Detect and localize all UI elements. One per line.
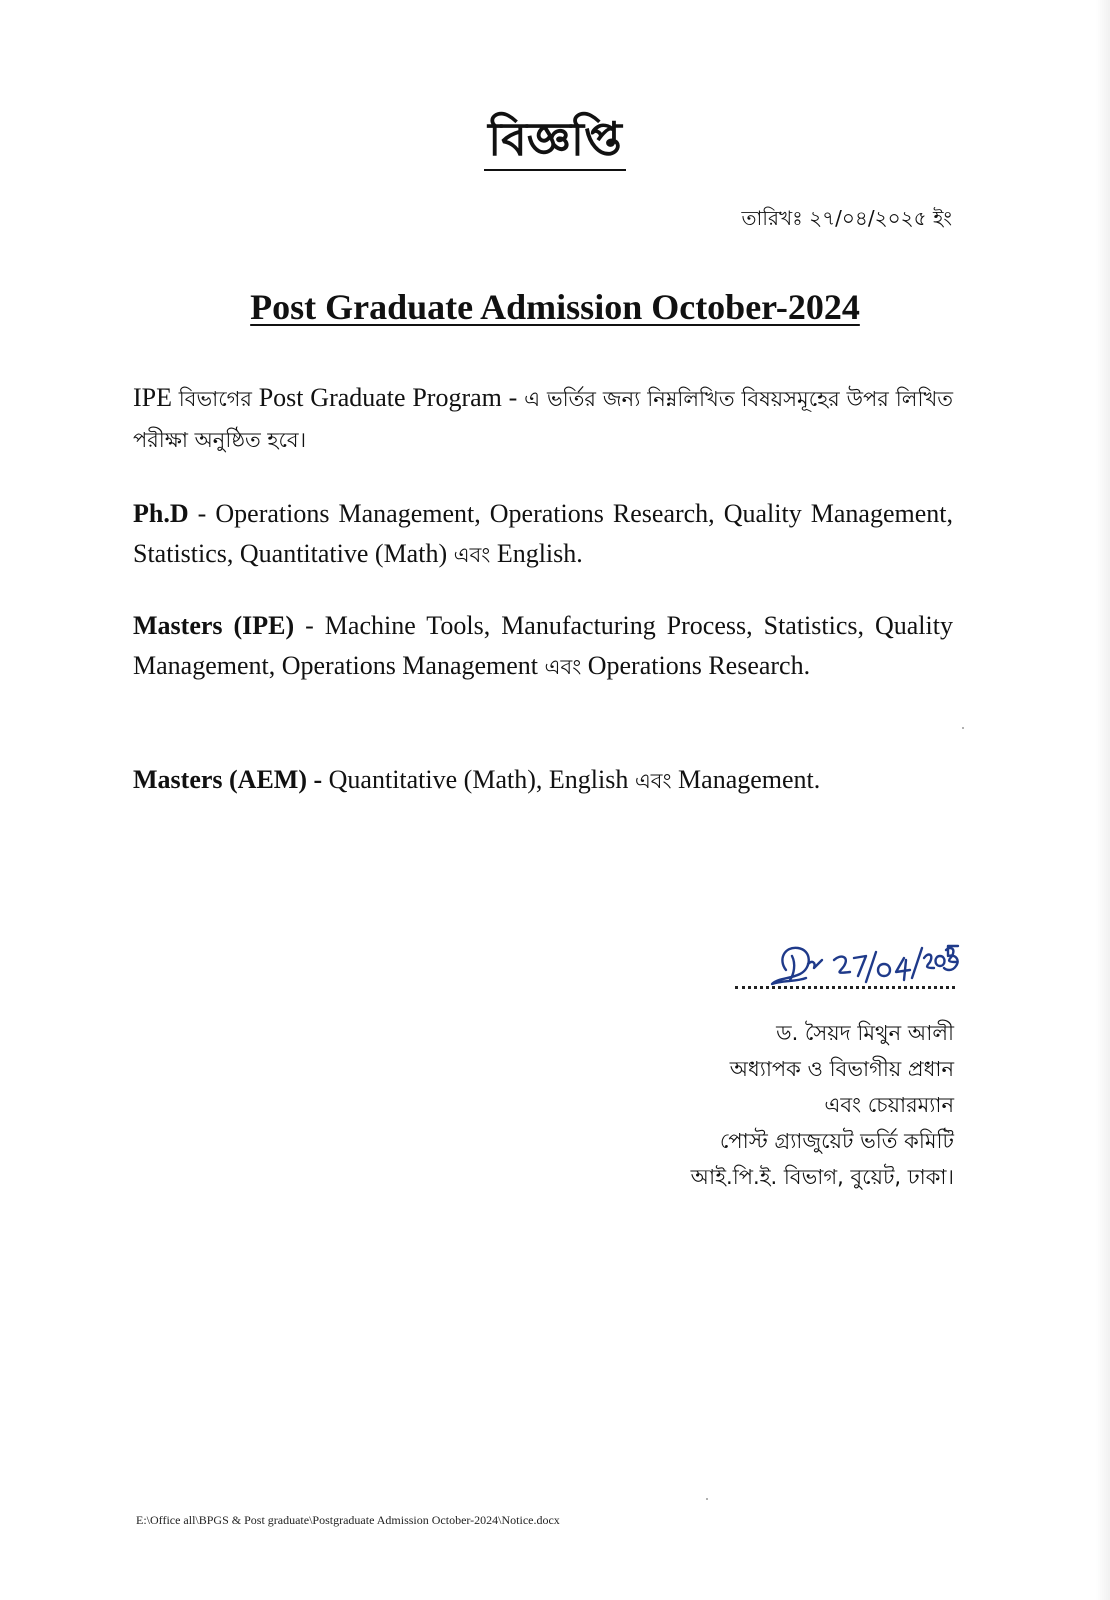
phd-subjects-a: - Operations Management, Operations Research, Quality Management, Statistics, Quantitative (Math)	[133, 499, 953, 568]
signatory-block	[691, 1015, 954, 1195]
masters-ipe-and: এবং	[544, 655, 582, 679]
date-digit-4	[896, 958, 910, 980]
intro-text-3: Post Graduate Program -	[251, 383, 525, 412]
signatory-designation-1: অধ্যাপক ও বিভাগীয় প্রধান	[729, 1057, 954, 1081]
masters-ipe-subjects-a: - Machine Tools, Manufacturing Process, Statistics, Quality Management, Operations Management	[133, 611, 953, 680]
intro-text-1: IPE	[133, 383, 179, 412]
date-slash-1	[866, 952, 876, 982]
document-title: Post Graduate Admission October-2024	[250, 287, 860, 327]
handwritten-signature	[720, 934, 960, 1004]
date-digit-7	[854, 956, 866, 976]
phd-and: এবং	[453, 543, 491, 567]
footer-file-path: E:\Office all\BPGS & Post graduate\Postgraduate Admission October-2024\Notice.docx	[136, 1513, 560, 1527]
date-digit-0b	[936, 956, 945, 966]
masters-aem-and: এবং	[634, 769, 672, 793]
date-slash-2	[912, 948, 922, 978]
intro-paragraph	[133, 378, 953, 460]
scan-speck	[706, 1498, 708, 1500]
masters-aem-subjects-b: Management.	[671, 765, 821, 794]
notice-date: তারিখঃ ২৭/০৪/২০২৫ ইং	[741, 206, 952, 230]
signatory-name: ড. সৈয়দ মিথুন আলী	[776, 1021, 954, 1045]
phd-subjects-paragraph	[133, 494, 953, 575]
date-digit-0	[878, 964, 890, 976]
date-digit-2	[834, 957, 850, 973]
intro-text-4: এ ভর্তির জন্য নিম্নলিখিত বিষয়সমূহের উপর লিখিত পরীক্ষা অনুষ্ঠিত হবে।	[133, 387, 953, 452]
masters-aem-subjects-a: Quantitative (Math), English	[322, 765, 635, 794]
signatory-designation-2: এবং চেয়ারম্যান	[824, 1093, 954, 1117]
masters-aem-subjects-paragraph	[133, 760, 953, 801]
notice-heading	[0, 112, 1110, 171]
signatory-committee: পোস্ট গ্র্যাজুয়েট ভর্তি কমিটি	[719, 1129, 954, 1153]
masters-ipe-subjects-b: Operations Research.	[581, 651, 811, 680]
signature-dotted-line	[735, 986, 955, 989]
masters-aem-label: Masters (AEM) -	[133, 765, 323, 794]
notice-heading-text: বিজ্ঞপ্তি	[484, 112, 626, 171]
phd-subjects-b: English.	[490, 539, 583, 568]
masters-ipe-subjects-paragraph	[133, 606, 953, 687]
masters-ipe-label: Masters (IPE)	[133, 611, 295, 640]
intro-text-2: বিভাগের	[178, 387, 252, 411]
signatory-office: আই.পি.ই. বিভাগ, বুয়েট, ঢাকা।	[690, 1165, 954, 1189]
signature-drawing	[720, 934, 960, 1004]
scan-speck	[962, 727, 964, 729]
phd-label: Ph.D	[133, 499, 189, 528]
date-digit-2b	[924, 955, 934, 968]
page-edge-shadow	[1096, 0, 1110, 1600]
signature-tail-stroke	[808, 960, 822, 968]
